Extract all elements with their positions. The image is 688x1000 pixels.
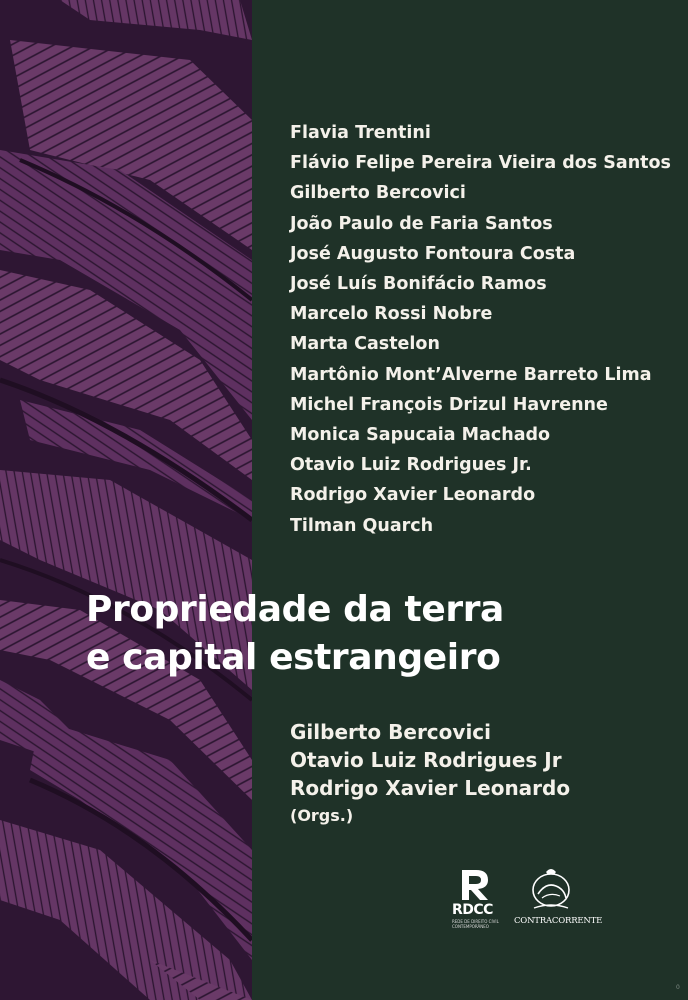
contributor-name: Gilberto Bercovici [290,183,466,204]
contributor-name: Flávio Felipe Pereira Vieira dos Santos [290,153,671,174]
corner-mark: 0 [676,984,680,991]
book-title [86,586,504,682]
contributor-name: Martônio Mont’Alverne Barreto Lima [290,364,652,385]
woodcut-texture [0,0,252,1000]
contributor-name: Marcelo Rossi Nobre [290,304,493,325]
contributor-name: Monica Sapucaia Machado [290,425,551,446]
cover-artwork [0,0,252,1000]
contracorrente-logo [514,864,603,930]
contributor-name: Otavio Luiz Rodrigues Jr. [290,455,532,476]
book-title-line-2: e capital estrangeiro [86,637,501,678]
organizers-role-label: (Orgs.) [290,806,354,825]
book-title-line-1: Propriedade da terra [86,589,504,630]
contracorrente-emblem-icon [526,864,576,912]
rdcc-wordmark: RDCC [452,902,493,918]
contributor-list [290,118,671,541]
contributor-name: José Luís Bonifácio Ramos [290,274,547,295]
contributor-name: Tilman Quarch [290,515,434,536]
contributor-name: Rodrigo Xavier Leonardo [290,485,536,506]
organizer-name: Rodrigo Xavier Leonardo [290,776,571,800]
contributor-name: Michel François Drizul Havrenne [290,394,608,415]
rdcc-mark-icon [458,868,494,902]
contributor-name: Marta Castelon [290,334,440,355]
contributor-name: José Augusto Fontoura Costa [290,243,576,264]
organizer-name: Otavio Luiz Rodrigues Jr [290,748,562,772]
contributor-name: Flavia Trentini [290,123,431,143]
rdcc-logo [452,868,508,930]
rdcc-subtitle: REDE DE DIREITO CIVIL CONTEMPORÂNEO [452,919,499,929]
organizer-name: Gilberto Bercovici [290,720,492,744]
organizers-block [290,718,570,829]
contracorrente-wordmark: CONTRACORRENTE [514,916,603,926]
contributor-name: João Paulo de Faria Santos [290,213,553,234]
